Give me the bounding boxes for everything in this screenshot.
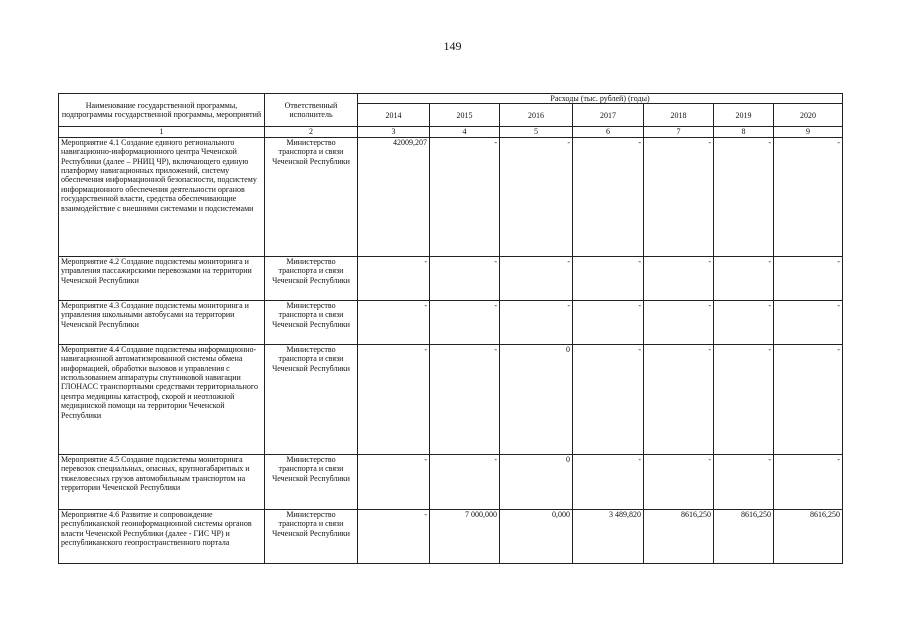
table-row bbox=[59, 509, 843, 563]
value-2019: - bbox=[714, 454, 774, 509]
value-2016: 0 bbox=[500, 344, 573, 454]
column-number: 1 bbox=[59, 127, 265, 137]
table-row bbox=[59, 256, 843, 300]
value-2019: - bbox=[714, 344, 774, 454]
value-2014: 42009,207 bbox=[358, 137, 430, 256]
value-2015: - bbox=[430, 344, 500, 454]
activity-name: Мероприятие 4.4 Создание подсистемы информационно-навигационной автоматизированной системы обмена информацией, обработки вызовов и управления с использованием аппаратуры спутниковой навигации ГЛОНАСС транспортными средствами территориального центра медицины катастроф, скорой и неотложной медицинской помощи на территории Чеченской Республики bbox=[59, 344, 265, 454]
value-2016: - bbox=[500, 256, 573, 300]
value-2019: - bbox=[714, 300, 774, 344]
value-2018: - bbox=[644, 454, 714, 509]
column-number: 3 bbox=[358, 127, 430, 137]
value-2018: - bbox=[644, 137, 714, 256]
value-2017: 3 489,820 bbox=[573, 509, 644, 563]
value-2015: - bbox=[430, 454, 500, 509]
activity-name: Мероприятие 4.6 Развитие и сопровождение республиканской геоинформационной системы органов власти Чеченской Республики (далее - ГИС ЧР) и республиканского геопространственного портала bbox=[59, 509, 265, 563]
executor: Министерство транспорта и связи Чеченской Республики bbox=[265, 454, 358, 509]
executor: Министерство транспорта и связи Чеченской Республики bbox=[265, 509, 358, 563]
page-number: 149 bbox=[443, 39, 462, 53]
executor: Министерство транспорта и связи Чеченской Республики bbox=[265, 344, 358, 454]
activity-name: Мероприятие 4.3 Создание подсистемы мониторинга и управления школьными автобусами на территории Чеченской Республики bbox=[59, 300, 265, 344]
header-year: 2016 bbox=[500, 104, 573, 127]
table-row bbox=[59, 300, 843, 344]
activity-name: Мероприятие 4.5 Создание подсистемы мониторинга перевозок специальных, опасных, крупногабаритных и тяжеловесных грузов автомобильным транспортом на территории Чеченской Республики bbox=[59, 454, 265, 509]
value-2014: - bbox=[358, 344, 430, 454]
value-2015: - bbox=[430, 300, 500, 344]
table-row bbox=[59, 137, 843, 256]
value-2020: - bbox=[774, 454, 843, 509]
value-2017: - bbox=[573, 256, 644, 300]
value-2018: - bbox=[644, 256, 714, 300]
value-2014: - bbox=[358, 509, 430, 563]
executor: Министерство транспорта и связи Чеченской Республики bbox=[265, 137, 358, 256]
value-2019: - bbox=[714, 137, 774, 256]
value-2014: - bbox=[358, 300, 430, 344]
value-2018: - bbox=[644, 344, 714, 454]
value-2020: - bbox=[774, 300, 843, 344]
header-year: 2020 bbox=[774, 104, 843, 127]
value-2015: - bbox=[430, 137, 500, 256]
column-numbers-row bbox=[59, 127, 843, 137]
table-row bbox=[59, 344, 843, 454]
header-year: 2017 bbox=[573, 104, 644, 127]
value-2019: 8616,250 bbox=[714, 509, 774, 563]
column-number: 7 bbox=[644, 127, 714, 137]
value-2018: - bbox=[644, 300, 714, 344]
value-2016: 0,000 bbox=[500, 509, 573, 563]
budget-table bbox=[58, 93, 843, 564]
value-2015: 7 000,000 bbox=[430, 509, 500, 563]
header-executor: Ответственный исполнитель bbox=[265, 94, 358, 127]
value-2016: 0 bbox=[500, 454, 573, 509]
value-2016: - bbox=[500, 300, 573, 344]
header-year: 2015 bbox=[430, 104, 500, 127]
header-year: 2018 bbox=[644, 104, 714, 127]
value-2016: - bbox=[500, 137, 573, 256]
value-2014: - bbox=[358, 256, 430, 300]
column-number: 6 bbox=[573, 127, 644, 137]
header-year: 2014 bbox=[358, 104, 430, 127]
header-expenses: Расходы (тыс. рублей) (годы) bbox=[358, 94, 843, 104]
value-2015: - bbox=[430, 256, 500, 300]
column-number: 2 bbox=[265, 127, 358, 137]
value-2019: - bbox=[714, 256, 774, 300]
executor: Министерство транспорта и связи Чеченской Республики bbox=[265, 256, 358, 300]
column-number: 8 bbox=[714, 127, 774, 137]
column-number: 4 bbox=[430, 127, 500, 137]
activity-name: Мероприятие 4.1 Создание единого регионального навигационно-информационного центра Чеченской Республики (далее – РНИЦ ЧР), включающего единую платформу навигационных приложений, систему обеспечения информационной безопасности, подсистему информационного обеспечения деятельности органов государственной власти, средства обеспечивающие взаимодействие с внешними системами и подсистемами bbox=[59, 137, 265, 256]
value-2020: - bbox=[774, 344, 843, 454]
value-2018: 8616,250 bbox=[644, 509, 714, 563]
value-2014: - bbox=[358, 454, 430, 509]
value-2020: - bbox=[774, 256, 843, 300]
value-2017: - bbox=[573, 344, 644, 454]
value-2017: - bbox=[573, 300, 644, 344]
header-year: 2019 bbox=[714, 104, 774, 127]
executor: Министерство транспорта и связи Чеченской Республики bbox=[265, 300, 358, 344]
value-2020: 8616,250 bbox=[774, 509, 843, 563]
column-number: 9 bbox=[774, 127, 843, 137]
value-2017: - bbox=[573, 454, 644, 509]
table-row bbox=[59, 454, 843, 509]
activity-name: Мероприятие 4.2 Создание подсистемы мониторинга и управления пассажирскими перевозками на территории Чеченской Республики bbox=[59, 256, 265, 300]
column-number: 5 bbox=[500, 127, 573, 137]
value-2017: - bbox=[573, 137, 644, 256]
value-2020: - bbox=[774, 137, 843, 256]
header-name: Наименование государственной программы, подпрограммы государственной программы, мероприятий bbox=[59, 94, 265, 127]
